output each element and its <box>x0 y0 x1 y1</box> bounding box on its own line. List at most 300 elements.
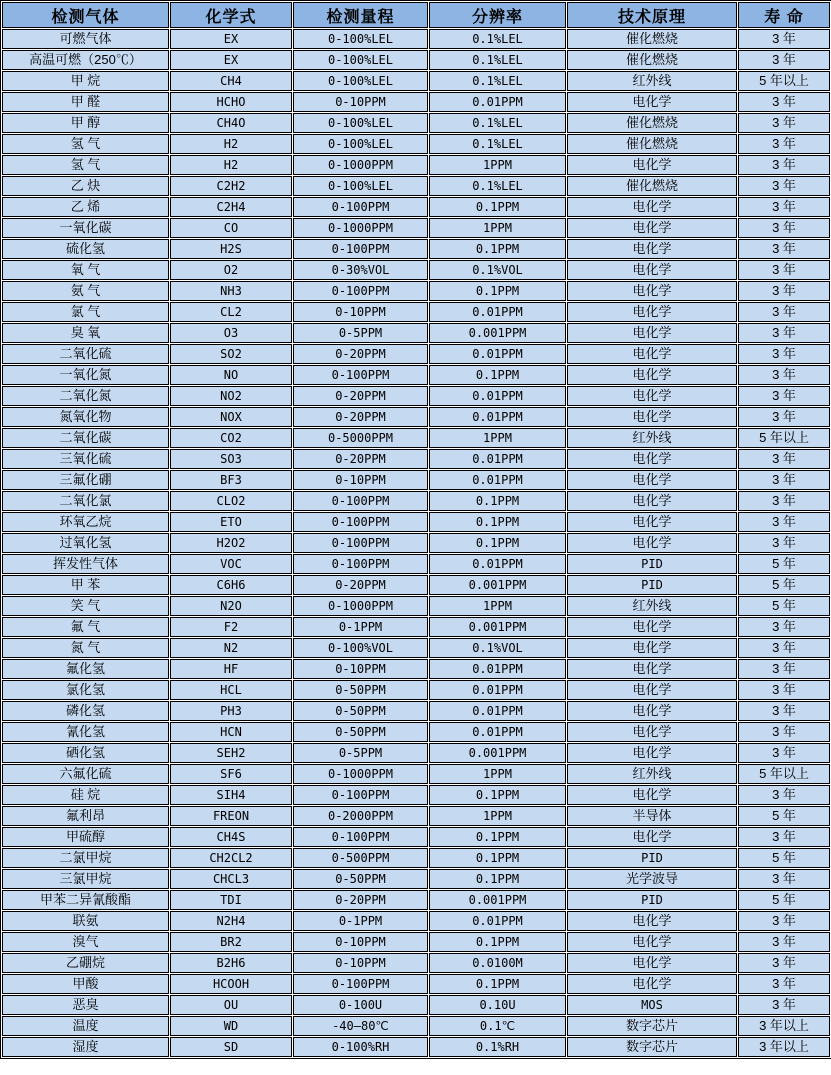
resolution-cell: 0.001PPM <box>429 743 566 763</box>
range-cell: 0-1000PPM <box>293 596 428 616</box>
table-row <box>2 848 830 868</box>
principle-cell: 电化学 <box>567 722 737 742</box>
table-row <box>2 869 830 889</box>
resolution-cell: 0.1PPM <box>429 512 566 532</box>
range-cell: 0-10PPM <box>293 953 428 973</box>
gas-name-cell: 溴气 <box>2 932 169 952</box>
lifespan-cell: 5 年 <box>738 890 830 910</box>
formula-cell: EX <box>170 29 292 49</box>
lifespan-cell: 3 年 <box>738 407 830 427</box>
table-row <box>2 785 830 805</box>
formula-cell: WD <box>170 1016 292 1036</box>
resolution-cell: 0.1PPM <box>429 974 566 994</box>
table-row <box>2 449 830 469</box>
gas-name-cell: 氯 气 <box>2 302 169 322</box>
lifespan-cell: 3 年 <box>738 932 830 952</box>
range-cell: 0-5000PPM <box>293 428 428 448</box>
table-row <box>2 1016 830 1036</box>
range-cell: 0-100%LEL <box>293 71 428 91</box>
resolution-cell: 0.1PPM <box>429 869 566 889</box>
table-row <box>2 827 830 847</box>
principle-cell: 电化学 <box>567 638 737 658</box>
gas-name-cell: 磷化氢 <box>2 701 169 721</box>
range-cell: 0-1000PPM <box>293 218 428 238</box>
table-row <box>2 575 830 595</box>
lifespan-cell: 3 年以上 <box>738 1037 830 1057</box>
table-row <box>2 50 830 70</box>
resolution-cell: 1PPM <box>429 155 566 175</box>
formula-cell: B2H6 <box>170 953 292 973</box>
range-cell: 0-100%LEL <box>293 50 428 70</box>
range-cell: 0-20PPM <box>293 344 428 364</box>
lifespan-cell: 3 年 <box>738 911 830 931</box>
gas-name-cell: 氰化氢 <box>2 722 169 742</box>
principle-cell: 电化学 <box>567 659 737 679</box>
column-header-detection-range: 检测量程 <box>293 2 428 28</box>
range-cell: 0-100PPM <box>293 533 428 553</box>
principle-cell: 电化学 <box>567 911 737 931</box>
lifespan-cell: 3 年 <box>738 344 830 364</box>
lifespan-cell: 3 年 <box>738 827 830 847</box>
principle-cell: 催化燃烧 <box>567 176 737 196</box>
principle-cell: 电化学 <box>567 743 737 763</box>
resolution-cell: 0.1PPM <box>429 281 566 301</box>
principle-cell: 电化学 <box>567 197 737 217</box>
lifespan-cell: 5 年 <box>738 806 830 826</box>
formula-cell: ETO <box>170 512 292 532</box>
resolution-cell: 0.01PPM <box>429 470 566 490</box>
lifespan-cell: 3 年 <box>738 470 830 490</box>
gas-name-cell: 二氧化硫 <box>2 344 169 364</box>
gas-name-cell: 硒化氢 <box>2 743 169 763</box>
gas-name-cell: 二氧化氮 <box>2 386 169 406</box>
range-cell: 0-1000PPM <box>293 155 428 175</box>
resolution-cell: 0.01PPM <box>429 911 566 931</box>
table-row <box>2 344 830 364</box>
principle-cell: 电化学 <box>567 974 737 994</box>
principle-cell: 半导体 <box>567 806 737 826</box>
formula-cell: PH3 <box>170 701 292 721</box>
formula-cell: H2 <box>170 155 292 175</box>
gas-name-cell: 过氧化氢 <box>2 533 169 553</box>
formula-cell: H2O2 <box>170 533 292 553</box>
lifespan-cell: 3 年 <box>738 365 830 385</box>
range-cell: 0-5PPM <box>293 323 428 343</box>
formula-cell: CL2 <box>170 302 292 322</box>
lifespan-cell: 3 年 <box>738 134 830 154</box>
resolution-cell: 0.01PPM <box>429 92 566 112</box>
lifespan-cell: 3 年 <box>738 533 830 553</box>
principle-cell: 红外线 <box>567 71 737 91</box>
range-cell: 0-100PPM <box>293 827 428 847</box>
range-cell: 0-100PPM <box>293 512 428 532</box>
gas-name-cell: 可燃气体 <box>2 29 169 49</box>
table-row <box>2 701 830 721</box>
principle-cell: MOS <box>567 995 737 1015</box>
lifespan-cell: 3 年 <box>738 722 830 742</box>
formula-cell: SIH4 <box>170 785 292 805</box>
gas-name-cell: 甲硫醇 <box>2 827 169 847</box>
table-row <box>2 764 830 784</box>
lifespan-cell: 3 年 <box>738 29 830 49</box>
lifespan-cell: 3 年 <box>738 953 830 973</box>
header-row <box>2 2 830 28</box>
lifespan-cell: 3 年 <box>738 785 830 805</box>
lifespan-cell: 3 年 <box>738 974 830 994</box>
lifespan-cell: 3 年 <box>738 197 830 217</box>
resolution-cell: 0.0100M <box>429 953 566 973</box>
gas-name-cell: 二氧化氯 <box>2 491 169 511</box>
principle-cell: 电化学 <box>567 953 737 973</box>
lifespan-cell: 3 年 <box>738 869 830 889</box>
range-cell: 0-1PPM <box>293 617 428 637</box>
formula-cell: CO <box>170 218 292 238</box>
principle-cell: 电化学 <box>567 344 737 364</box>
lifespan-cell: 5 年以上 <box>738 764 830 784</box>
resolution-cell: 0.01PPM <box>429 701 566 721</box>
range-cell: 0-100PPM <box>293 554 428 574</box>
principle-cell: 电化学 <box>567 449 737 469</box>
table-row <box>2 932 830 952</box>
resolution-cell: 0.1PPM <box>429 365 566 385</box>
resolution-cell: 0.1%LEL <box>429 113 566 133</box>
formula-cell: NH3 <box>170 281 292 301</box>
gas-name-cell: 氟 气 <box>2 617 169 637</box>
range-cell: 0-20PPM <box>293 407 428 427</box>
resolution-cell: 0.1%LEL <box>429 71 566 91</box>
column-header-chemical-formula: 化学式 <box>170 2 292 28</box>
resolution-cell: 0.01PPM <box>429 386 566 406</box>
lifespan-cell: 3 年 <box>738 617 830 637</box>
resolution-cell: 1PPM <box>429 596 566 616</box>
formula-cell: CLO2 <box>170 491 292 511</box>
column-header-resolution: 分辨率 <box>429 2 566 28</box>
formula-cell: H2 <box>170 134 292 154</box>
formula-cell: C2H4 <box>170 197 292 217</box>
table-row <box>2 113 830 133</box>
formula-cell: FREON <box>170 806 292 826</box>
table-row <box>2 197 830 217</box>
principle-cell: 光学波导 <box>567 869 737 889</box>
gas-name-cell: 环氧乙烷 <box>2 512 169 532</box>
gas-name-cell: 甲酸 <box>2 974 169 994</box>
range-cell: 0-10PPM <box>293 932 428 952</box>
table-row <box>2 554 830 574</box>
formula-cell: N2O <box>170 596 292 616</box>
formula-cell: H2S <box>170 239 292 259</box>
table-row <box>2 239 830 259</box>
formula-cell: HF <box>170 659 292 679</box>
gas-name-cell: 氯化氢 <box>2 680 169 700</box>
range-cell: 0-500PPM <box>293 848 428 868</box>
gas-name-cell: 六氟化硫 <box>2 764 169 784</box>
formula-cell: CO2 <box>170 428 292 448</box>
table-row <box>2 806 830 826</box>
gas-name-cell: 氮氧化物 <box>2 407 169 427</box>
formula-cell: OU <box>170 995 292 1015</box>
principle-cell: 数字芯片 <box>567 1016 737 1036</box>
formula-cell: EX <box>170 50 292 70</box>
principle-cell: 电化学 <box>567 533 737 553</box>
formula-cell: N2 <box>170 638 292 658</box>
resolution-cell: 0.01PPM <box>429 659 566 679</box>
range-cell: 0-50PPM <box>293 701 428 721</box>
range-cell: 0-1PPM <box>293 911 428 931</box>
gas-name-cell: 甲苯二异氰酸酯 <box>2 890 169 910</box>
gas-name-cell: 甲 烷 <box>2 71 169 91</box>
table-body <box>2 29 830 1057</box>
range-cell: 0-100%LEL <box>293 113 428 133</box>
lifespan-cell: 5 年 <box>738 596 830 616</box>
range-cell: 0-30%VOL <box>293 260 428 280</box>
resolution-cell: 0.1℃ <box>429 1016 566 1036</box>
range-cell: 0-20PPM <box>293 449 428 469</box>
formula-cell: TDI <box>170 890 292 910</box>
range-cell: 0-20PPM <box>293 890 428 910</box>
formula-cell: CH2CL2 <box>170 848 292 868</box>
table-row <box>2 176 830 196</box>
gas-name-cell: 乙硼烷 <box>2 953 169 973</box>
formula-cell: SO2 <box>170 344 292 364</box>
lifespan-cell: 3 年 <box>738 281 830 301</box>
formula-cell: NOX <box>170 407 292 427</box>
lifespan-cell: 3 年 <box>738 218 830 238</box>
table-row <box>2 260 830 280</box>
formula-cell: HCHO <box>170 92 292 112</box>
resolution-cell: 0.1PPM <box>429 932 566 952</box>
range-cell: 0-5PPM <box>293 743 428 763</box>
principle-cell: 数字芯片 <box>567 1037 737 1057</box>
resolution-cell: 0.1%RH <box>429 1037 566 1057</box>
lifespan-cell: 3 年 <box>738 302 830 322</box>
gas-name-cell: 氧 气 <box>2 260 169 280</box>
formula-cell: CHCL3 <box>170 869 292 889</box>
principle-cell: 电化学 <box>567 365 737 385</box>
formula-cell: BR2 <box>170 932 292 952</box>
resolution-cell: 0.1%LEL <box>429 50 566 70</box>
gas-name-cell: 硫化氢 <box>2 239 169 259</box>
lifespan-cell: 3 年 <box>738 323 830 343</box>
lifespan-cell: 3 年 <box>738 449 830 469</box>
lifespan-cell: 3 年 <box>738 701 830 721</box>
formula-cell: NO <box>170 365 292 385</box>
resolution-cell: 0.01PPM <box>429 344 566 364</box>
formula-cell: F2 <box>170 617 292 637</box>
table-row <box>2 470 830 490</box>
range-cell: 0-100%RH <box>293 1037 428 1057</box>
formula-cell: VOC <box>170 554 292 574</box>
table-row <box>2 617 830 637</box>
principle-cell: 电化学 <box>567 470 737 490</box>
range-cell: 0-20PPM <box>293 575 428 595</box>
gas-name-cell: 恶臭 <box>2 995 169 1015</box>
principle-cell: 电化学 <box>567 386 737 406</box>
range-cell: 0-2000PPM <box>293 806 428 826</box>
principle-cell: 电化学 <box>567 239 737 259</box>
gas-name-cell: 三氧化硫 <box>2 449 169 469</box>
lifespan-cell: 5 年 <box>738 848 830 868</box>
principle-cell: 电化学 <box>567 617 737 637</box>
resolution-cell: 0.1PPM <box>429 197 566 217</box>
resolution-cell: 0.01PPM <box>429 449 566 469</box>
range-cell: 0-100PPM <box>293 281 428 301</box>
range-cell: 0-100U <box>293 995 428 1015</box>
gas-name-cell: 二氯甲烷 <box>2 848 169 868</box>
principle-cell: 电化学 <box>567 680 737 700</box>
table-row <box>2 281 830 301</box>
gas-name-cell: 氢 气 <box>2 155 169 175</box>
range-cell: 0-100PPM <box>293 197 428 217</box>
lifespan-cell: 5 年 <box>738 575 830 595</box>
table-row <box>2 92 830 112</box>
range-cell: 0-100%VOL <box>293 638 428 658</box>
table-row <box>2 638 830 658</box>
resolution-cell: 0.1%VOL <box>429 260 566 280</box>
gas-name-cell: 三氯甲烷 <box>2 869 169 889</box>
formula-cell: CH4 <box>170 71 292 91</box>
gas-name-cell: 氢 气 <box>2 134 169 154</box>
formula-cell: O2 <box>170 260 292 280</box>
range-cell: 0-100%LEL <box>293 29 428 49</box>
table-row <box>2 407 830 427</box>
principle-cell: 电化学 <box>567 302 737 322</box>
lifespan-cell: 3 年 <box>738 995 830 1015</box>
principle-cell: 电化学 <box>567 701 737 721</box>
resolution-cell: 0.001PPM <box>429 575 566 595</box>
formula-cell: C6H6 <box>170 575 292 595</box>
resolution-cell: 0.1PPM <box>429 785 566 805</box>
table-row <box>2 323 830 343</box>
principle-cell: PID <box>567 890 737 910</box>
lifespan-cell: 3 年 <box>738 92 830 112</box>
gas-name-cell: 硅 烷 <box>2 785 169 805</box>
lifespan-cell: 3 年 <box>738 491 830 511</box>
principle-cell: 催化燃烧 <box>567 29 737 49</box>
gas-name-cell: 氨 气 <box>2 281 169 301</box>
lifespan-cell: 3 年 <box>738 50 830 70</box>
resolution-cell: 0.1%VOL <box>429 638 566 658</box>
column-header-gas-name: 检测气体 <box>2 2 169 28</box>
lifespan-cell: 5 年以上 <box>738 71 830 91</box>
formula-cell: NO2 <box>170 386 292 406</box>
principle-cell: 电化学 <box>567 155 737 175</box>
resolution-cell: 0.1PPM <box>429 491 566 511</box>
range-cell: 0-100PPM <box>293 974 428 994</box>
table-row <box>2 1037 830 1057</box>
gas-name-cell: 湿度 <box>2 1037 169 1057</box>
formula-cell: CH4O <box>170 113 292 133</box>
table-row <box>2 302 830 322</box>
table-header <box>2 2 830 28</box>
range-cell: 0-100PPM <box>293 239 428 259</box>
principle-cell: 催化燃烧 <box>567 113 737 133</box>
lifespan-cell: 3 年 <box>738 113 830 133</box>
table-row <box>2 134 830 154</box>
resolution-cell: 0.1%LEL <box>429 176 566 196</box>
principle-cell: 催化燃烧 <box>567 50 737 70</box>
principle-cell: 电化学 <box>567 932 737 952</box>
principle-cell: 电化学 <box>567 785 737 805</box>
principle-cell: 电化学 <box>567 260 737 280</box>
column-header-technology-principle: 技术原理 <box>567 2 737 28</box>
principle-cell: 电化学 <box>567 407 737 427</box>
formula-cell: SD <box>170 1037 292 1057</box>
resolution-cell: 0.01PPM <box>429 302 566 322</box>
formula-cell: O3 <box>170 323 292 343</box>
gas-name-cell: 三氟化硼 <box>2 470 169 490</box>
formula-cell: HCL <box>170 680 292 700</box>
range-cell: 0-20PPM <box>293 386 428 406</box>
table-row <box>2 155 830 175</box>
resolution-cell: 0.1%LEL <box>429 134 566 154</box>
table-row <box>2 722 830 742</box>
gas-name-cell: 甲 醇 <box>2 113 169 133</box>
gas-name-cell: 乙 烯 <box>2 197 169 217</box>
lifespan-cell: 3 年 <box>738 386 830 406</box>
principle-cell: 电化学 <box>567 512 737 532</box>
formula-cell: SEH2 <box>170 743 292 763</box>
gas-name-cell: 氟化氢 <box>2 659 169 679</box>
lifespan-cell: 5 年 <box>738 554 830 574</box>
gas-name-cell: 二氧化碳 <box>2 428 169 448</box>
resolution-cell: 0.01PPM <box>429 554 566 574</box>
table-row <box>2 29 830 49</box>
resolution-cell: 0.01PPM <box>429 680 566 700</box>
table-row <box>2 533 830 553</box>
resolution-cell: 0.10U <box>429 995 566 1015</box>
gas-name-cell: 一氧化碳 <box>2 218 169 238</box>
gas-name-cell: 乙 炔 <box>2 176 169 196</box>
principle-cell: 红外线 <box>567 428 737 448</box>
resolution-cell: 1PPM <box>429 218 566 238</box>
table-row <box>2 974 830 994</box>
table-row <box>2 512 830 532</box>
range-cell: 0-100%LEL <box>293 176 428 196</box>
table-row <box>2 365 830 385</box>
principle-cell: 电化学 <box>567 491 737 511</box>
principle-cell: 电化学 <box>567 323 737 343</box>
table-row <box>2 890 830 910</box>
lifespan-cell: 3 年以上 <box>738 1016 830 1036</box>
principle-cell: 电化学 <box>567 218 737 238</box>
range-cell: 0-50PPM <box>293 680 428 700</box>
resolution-cell: 0.1PPM <box>429 239 566 259</box>
principle-cell: 红外线 <box>567 764 737 784</box>
table-row <box>2 428 830 448</box>
gas-name-cell: 氮 气 <box>2 638 169 658</box>
range-cell: 0-10PPM <box>293 470 428 490</box>
lifespan-cell: 3 年 <box>738 512 830 532</box>
table-row <box>2 680 830 700</box>
table-row <box>2 995 830 1015</box>
table-row <box>2 71 830 91</box>
range-cell: 0-1000PPM <box>293 764 428 784</box>
principle-cell: PID <box>567 575 737 595</box>
gas-name-cell: 臭 氧 <box>2 323 169 343</box>
gas-name-cell: 一氧化氮 <box>2 365 169 385</box>
resolution-cell: 0.001PPM <box>429 890 566 910</box>
lifespan-cell: 3 年 <box>738 176 830 196</box>
principle-cell: 催化燃烧 <box>567 134 737 154</box>
formula-cell: HCN <box>170 722 292 742</box>
range-cell: -40—80℃ <box>293 1016 428 1036</box>
table-row <box>2 911 830 931</box>
table-row <box>2 386 830 406</box>
resolution-cell: 0.1PPM <box>429 533 566 553</box>
gas-name-cell: 甲 醛 <box>2 92 169 112</box>
resolution-cell: 0.01PPM <box>429 722 566 742</box>
resolution-cell: 1PPM <box>429 764 566 784</box>
